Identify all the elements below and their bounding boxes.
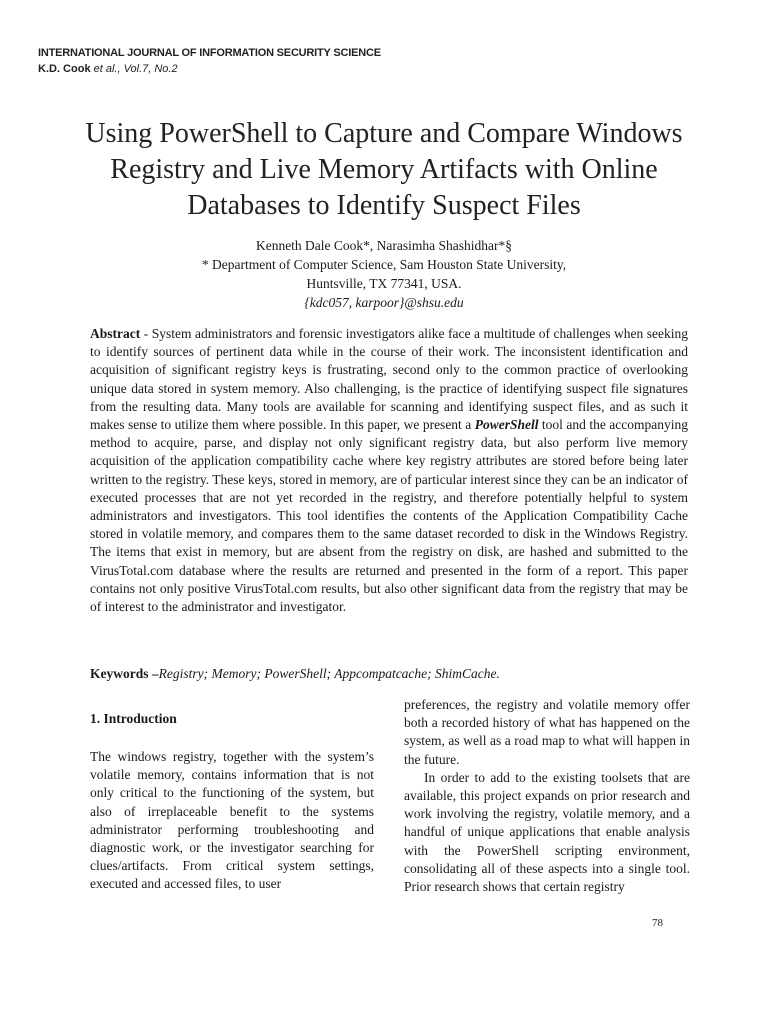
paper-title: Using PowerShell to Capture and Compare Windows Registry and Live Memory Artifacts with Online Databases to Identify Suspect Files: [85, 118, 683, 221]
author-volume-line: [38, 61, 381, 77]
et-al-volume: et al., Vol.7, No.2: [93, 63, 178, 75]
running-header: [38, 45, 381, 77]
affiliation-line-1: * Department of Computer Science, Sam Houston State University,: [201, 257, 567, 272]
author-emails: {kdc057, karpoor}@shsu.edu: [304, 295, 464, 310]
abstract-text-2: tool and the accompanying method to acquire, parse, and display not only significant registry data, but also perform live memory acquisition of the application compatibility cache where key registry attributes are stored before being later written to the registry. These keys, stored in memory, are of particular interest since they can be an indicator of executed processes that are not yet recorded in the registry, and therefore potentially helpful to system administrators and investigators. This tool identifies the contents of the Application Compatibility Cache stored in volatile memory, and compares them to the same dataset recorded to disk in the Windows Registry. The items that exist in memory, but are absent from the registry on disk, are hashed and submitted to the VirusTotal.com database where the results are returned and presented in the form of a report. This paper contains not only positive VirusTotal.com results, but also other significant data from the registry that may be of interest to the administrator and investigator.: [90, 417, 688, 615]
section-heading: 1. Introduction: [90, 711, 177, 726]
keywords-label: Keywords –: [90, 666, 159, 681]
abstract: [90, 325, 688, 616]
author-short: K.D. Cook: [38, 63, 91, 75]
keywords: [90, 665, 688, 683]
abstract-text-1: - System administrators and forensic investigators alike face a multitude of challenges when seeking to identify sources of pertinent data while in the course of their work. The inconsistent identification and acquisition of significant registry keys is frustrating, second only to the common practice of overlooking unique data stored in system memory. Also challenging, is the practice of identifying suspect file signatures from the resulting data. Many tools are available for scanning and identifying suspect files, and as such it makes sense to utilize them where possible. In this paper, we present a: [90, 326, 688, 433]
intro-paragraph-left: The windows registry, together with the system’s volatile memory, contains information that is not only critical to the functioning of the system, but also of irreplaceable benefit to the systems administrator performing troubleshooting and diagnostic work, or the investigator searching for clues/artifacts. From critical system settings, executed and accessed files, to user: [90, 749, 374, 892]
page-number: 78: [652, 917, 663, 929]
abstract-tool-name: PowerShell: [474, 417, 539, 433]
right-column: [404, 696, 690, 896]
intro-paragraph-right-2: In order to add to the existing toolsets that are available, this project expands on prior research and work involving the registry, volatile memory, and a handful of unique applications that enable analysis with the PowerShell scripting environment, consolidating all of these aspects into a single tool. Prior research shows that certain registry: [404, 769, 690, 895]
author-names: Kenneth Dale Cook*, Narasimha Shashidhar*§: [255, 238, 513, 253]
author-block: [60, 236, 708, 312]
journal-name: INTERNATIONAL JOURNAL OF INFORMATION SECURITY SCIENCE: [38, 47, 381, 59]
affiliation-line-2: Huntsville, TX 77341, USA.: [306, 276, 462, 291]
keywords-text: Registry; Memory; PowerShell; Appcompatcache; ShimCache.: [158, 666, 500, 681]
left-column: [90, 710, 374, 894]
abstract-label: Abstract: [90, 326, 141, 341]
intro-paragraph-right-1: preferences, the registry and volatile memory offer both a recorded history of what has happened on the system, as well as a road map to what will happen in the future.: [404, 697, 690, 767]
